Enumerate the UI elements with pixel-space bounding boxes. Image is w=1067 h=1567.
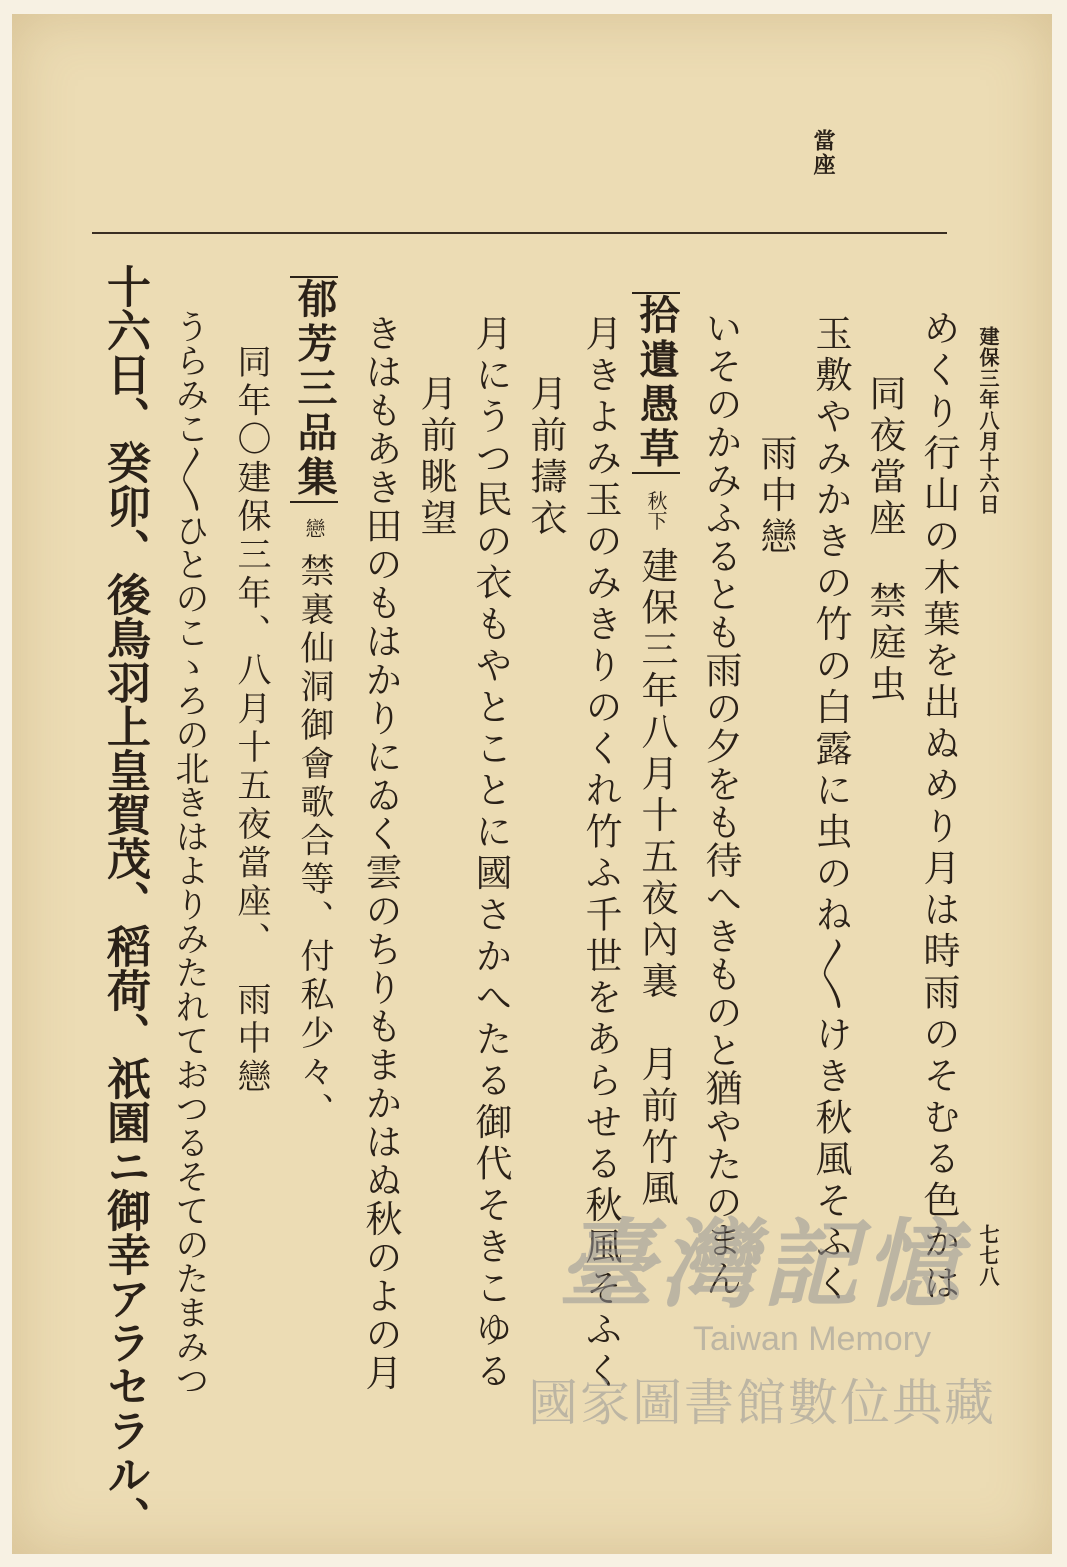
watermark-library: 國家圖書館數位典藏 bbox=[528, 1375, 996, 1431]
text-column-5: いそのかみふるとも雨の夕をも待へきものと猶やたのまん bbox=[699, 309, 742, 1297]
text-column-11: きはもあき田のもはかりにゐく雲のちりもまかはぬ秋のよの月 bbox=[359, 314, 402, 1392]
watermark bbox=[502, 1189, 1022, 1435]
source-title-bracket: 拾遺愚草 bbox=[633, 294, 680, 472]
text-column-10: 月前眺望 bbox=[414, 374, 457, 540]
text-column-3: 玉敷やみかきの竹の白露に虫のね〱けき秋風そふく bbox=[809, 314, 852, 1306]
page-number: 七七八 bbox=[976, 1224, 1000, 1287]
text-column-13: 同年〇建保三年、八月十五夜當座、 雨中戀 bbox=[231, 344, 271, 1097]
text-column-6 bbox=[632, 292, 680, 1211]
text-column-8: 月前擣衣 bbox=[524, 374, 567, 540]
text-column-1: めくり行山の木葉を出ぬめり月は時雨のそむる色かは bbox=[917, 309, 960, 1305]
text-column-2: 同夜當座 禁庭虫 bbox=[863, 374, 906, 706]
watermark-english: Taiwan Memory bbox=[692, 1320, 932, 1358]
text-column-12 bbox=[290, 276, 338, 1131]
document-page bbox=[12, 14, 1052, 1554]
source-heading: 建保三年八月十五夜內裏 月前竹風 bbox=[635, 546, 678, 1211]
horizontal-rule bbox=[92, 232, 947, 234]
source-subtitle: 秋下 bbox=[644, 490, 668, 531]
text-column-14: うらみこ〱ひとのこゝろの北きはよりみたれておつるそてのたまみつ bbox=[169, 309, 209, 1397]
header-note: 當座 bbox=[810, 129, 836, 177]
source-subtitle-2: 戀 bbox=[302, 517, 326, 538]
text-column-15: 十六日、癸卯、後鳥羽上皇賀茂、稻荷、祇園ニ御幸アラセラル、 bbox=[99, 264, 150, 1540]
source-heading-2: 禁裏仙洞御會歌合等、付私少々、 bbox=[294, 553, 334, 1131]
running-head: 建保三年八月十六日 bbox=[976, 326, 1000, 515]
source-title-bracket-2: 郁芳三品集 bbox=[291, 278, 338, 501]
text-column-9: 月にうつ民の衣もやとことに國さかへたる御代そきこゆる bbox=[469, 314, 512, 1393]
text-column-4: 雨中戀 bbox=[754, 434, 797, 559]
text-column-7: 月きよみ玉のみきりのくれ竹ふ千世をあらせる秋風そふく bbox=[579, 314, 622, 1393]
watermark-chinese: 臺灣記憶 bbox=[558, 1212, 966, 1319]
